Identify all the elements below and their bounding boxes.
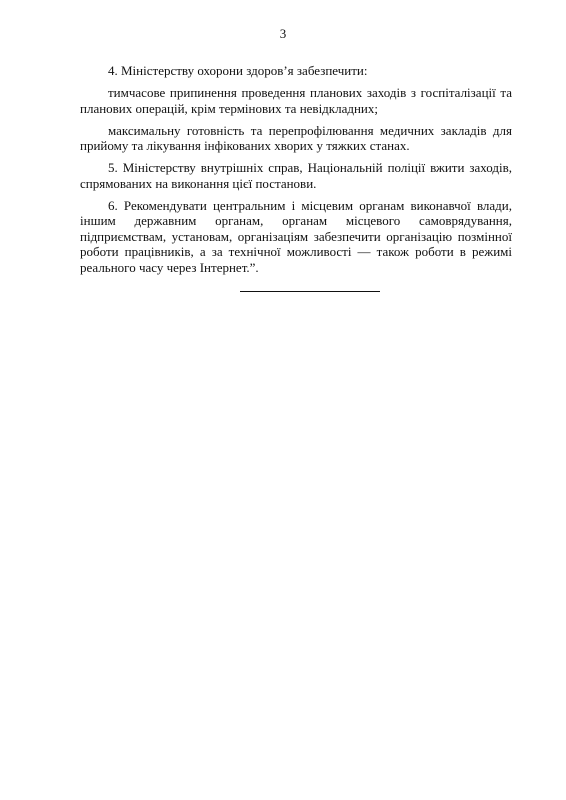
paragraph-item-5: 5. Міністерству внутрішніх справ, Національній поліції вжити заходів, спрямованих на виконання цієї постанови. — [80, 160, 512, 191]
page-number: 3 — [279, 26, 287, 41]
paragraph-item-4: 4. Міністерству охорони здоров’я забезпечити: — [108, 63, 368, 78]
paragraph-suspension: тимчасове припинення проведення планових заходів з госпіталізації та планових операцій, крім термінових та невідкладних; — [80, 85, 512, 116]
end-of-document-line — [240, 291, 380, 292]
paragraph-item-6: 6. Рекомендувати центральним і місцевим органам виконавчої влади, іншим державним органам, органам місцевого самоврядування, підприємствам, установам, організаціям забезпечити організацію позмінної роботи працівників, а за технічної можливості — також роботи в режимі реального часу через Інтернет.”. — [80, 197, 512, 275]
document-body — [80, 63, 512, 282]
paragraph-readiness: максимальну готовність та перепрофілювання медичних закладів для прийому та лікування інфікованих хворих у тяжких станах. — [80, 122, 512, 153]
